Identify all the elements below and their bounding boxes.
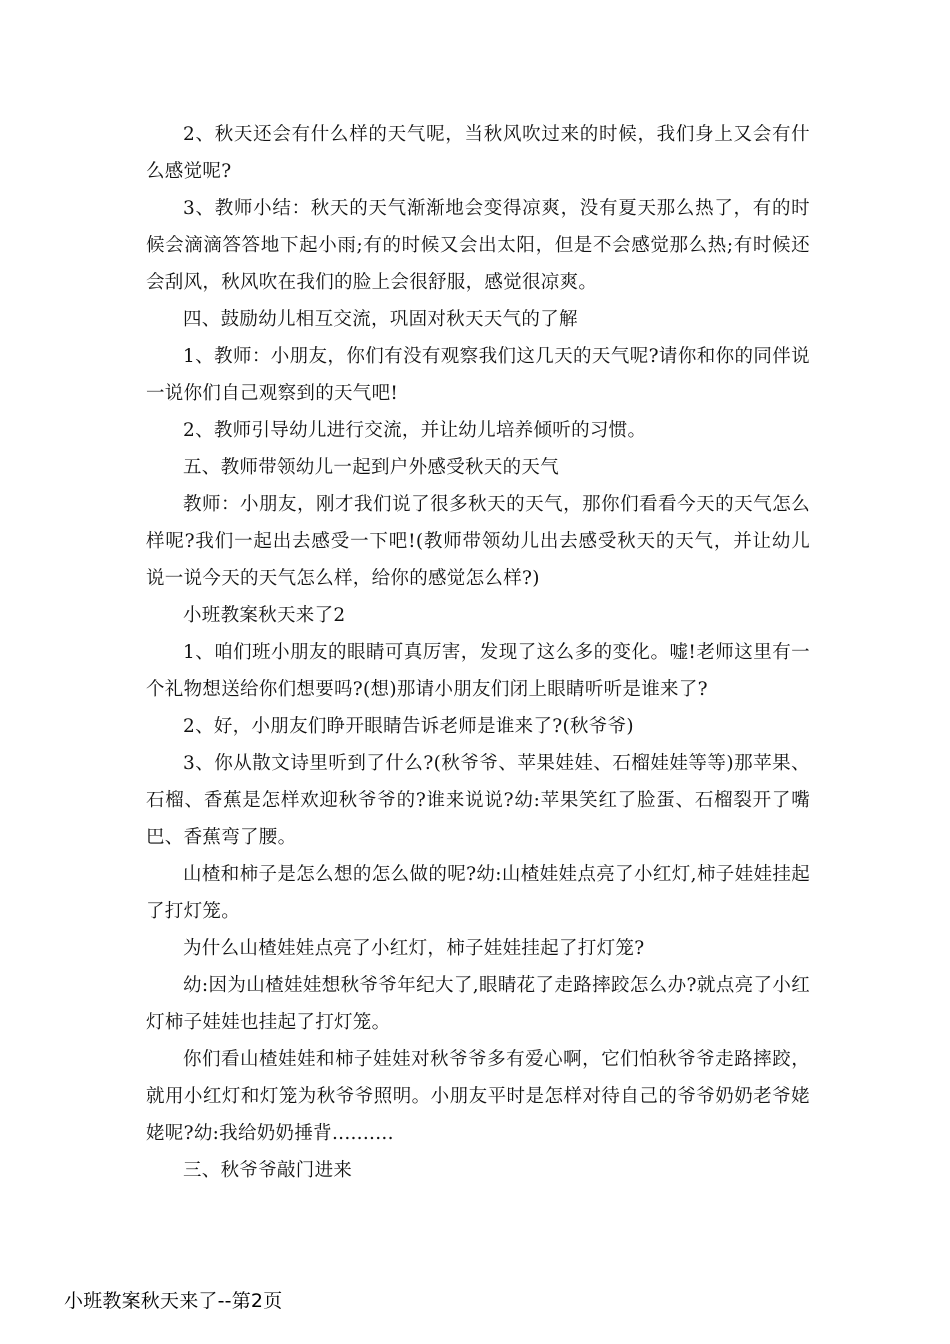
paragraph: 教师：小朋友，刚才我们说了很多秋天的天气，那你们看看今天的天气怎么样呢?我们一起出去感受一下吧!(教师带领幼儿出去感受秋天的天气，并让幼儿说一说今天的天气怎么样，给你的感觉怎么样?) [146,494,810,589]
paragraph: 幼:因为山楂娃娃想秋爷爷年纪大了,眼睛花了走路摔跤怎么办?就点亮了小红灯柿子娃娃也挂起了打灯笼。 [146,975,810,1033]
section-heading: 三、秋爷爷敲门进来 [183,1160,353,1181]
paragraph: 2、好，小朋友们睁开眼睛告诉老师是谁来了?(秋爷爷) [183,716,634,737]
paragraph: 你们看山楂娃娃和柿子娃娃对秋爷爷多有爱心啊，它们怕秋爷爷走路摔跤，就用小红灯和灯笼为秋爷爷照明。小朋友平时是怎样对待自己的爷爷奶奶老爷姥姥呢?幼:我给奶奶捶背.......... [146,1049,810,1144]
paragraph: 2、秋天还会有什么样的天气呢，当秋风吹过来的时候，我们身上又会有什么感觉呢? [146,124,810,182]
paragraph: 1、教师：小朋友，你们有没有观察我们这几天的天气呢?请你和你的同伴说一说你们自己观察到的天气吧! [146,346,810,404]
section-heading: 五、教师带领幼儿一起到户外感受秋天的天气 [183,457,560,478]
paragraph: 1、咱们班小朋友的眼睛可真厉害，发现了这么多的变化。嘘!老师这里有一个礼物想送给你们想要吗?(想)那请小朋友们闭上眼睛听听是谁来了? [146,642,810,700]
lesson-title: 小班教案秋天来了2 [183,605,346,626]
paragraph: 山楂和柿子是怎么想的怎么做的呢?幼:山楂娃娃点亮了小红灯,柿子娃娃挂起了打灯笼。 [146,864,810,922]
paragraph: 3、你从散文诗里听到了什么?(秋爷爷、苹果娃娃、石榴娃娃等等)那苹果、石榴、香蕉是怎样欢迎秋爷爷的?谁来说说?幼:苹果笑红了脸蛋、石榴裂开了嘴巴、香蕉弯了腰。 [146,753,810,848]
paragraph: 2、教师引导幼儿进行交流，并让幼儿培养倾听的习惯。 [183,420,647,441]
paragraph: 3、教师小结：秋天的天气渐渐地会变得凉爽，没有夏天那么热了，有的时候会滴滴答答地下起小雨;有的时候又会出太阳，但是不会感觉那么热;有时候还会刮风，秋风吹在我们的脸上会很舒服，感觉很凉爽。 [146,198,810,293]
document-body [146,116,810,1189]
page-footer: 小班教案秋天来了--第2页 [64,1290,283,1312]
paragraph: 为什么山楂娃娃点亮了小红灯，柿子娃娃挂起了打灯笼? [183,938,645,959]
section-heading: 四、鼓励幼儿相互交流，巩固对秋天天气的了解 [183,309,578,330]
